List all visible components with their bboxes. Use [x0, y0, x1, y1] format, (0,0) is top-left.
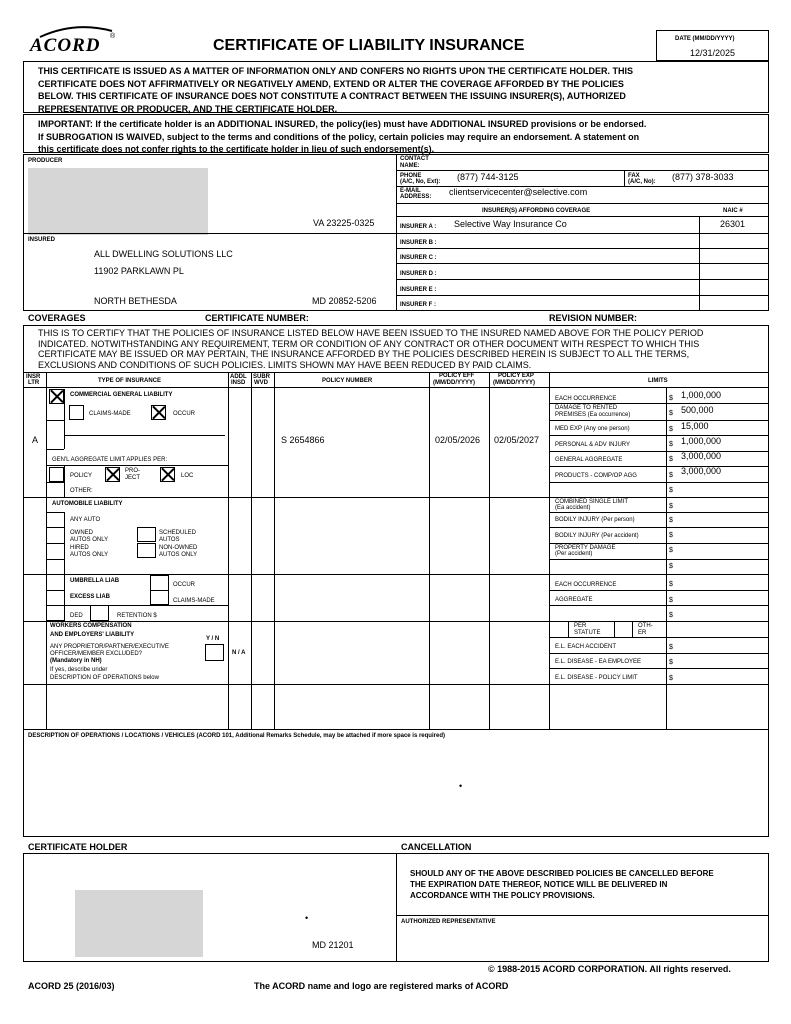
- producer-state-zip: VA 23225-0325: [313, 218, 375, 228]
- wc-question: DESCRIPTION OF OPERATIONS below: [50, 675, 159, 681]
- insurers-header: INSURER(S) AFFORDING COVERAGE: [482, 208, 591, 214]
- any-auto-label: ANY AUTO: [70, 517, 101, 523]
- na-label: N / A: [232, 650, 246, 656]
- umbrella-aggregate-label: AGGREGATE: [555, 597, 593, 603]
- policy-label: POLICY: [70, 473, 93, 479]
- insurer-b-label: INSURER B :: [400, 240, 437, 246]
- csl-label: (Ea accident): [555, 505, 591, 511]
- insured-state-zip: MD 20852-5206: [312, 296, 377, 306]
- holder-dot: •: [305, 913, 309, 923]
- property-damage-label: (Per accident): [555, 551, 593, 557]
- coverages-line: CERTIFICATE MAY BE ISSUED OR MAY PERTAIN, THE INSURANCE AFFORDED BY THE POLICIES DESCRIBED HEREIN IS SUBJECT TO ALL THE TERMS,: [38, 349, 690, 359]
- dollar-sign: $: [669, 503, 673, 510]
- coverages-line: INDICATED. NOTWITHSTANDING ANY REQUIREMENT, TERM OR CONDITION OF ANY CONTRACT OR OTHER DOCUMENT WITH RESPECT TO WHICH THIS: [38, 338, 700, 349]
- loc-checkbox[interactable]: [160, 467, 175, 482]
- csl-label: COMBINED SINGLE LIMIT: [555, 499, 629, 505]
- certificate-holder-label: CERTIFICATE HOLDER: [28, 842, 128, 852]
- dollar-sign: $: [669, 532, 673, 539]
- bi-person-label: BODILY INJURY (Per person): [555, 517, 635, 523]
- each-occurrence-label: EACH OCCURRENCE: [555, 396, 617, 402]
- umbrella-occur-label: OCCUR: [173, 582, 195, 588]
- date-label: DATE (MM/DD/YYYY): [675, 36, 735, 42]
- insurer-a-name: Selective Way Insurance Co: [454, 219, 567, 229]
- coverages-table: [23, 325, 769, 837]
- insurer-a-label: INSURER A :: [400, 224, 437, 230]
- addl-header: ADDL: [230, 374, 247, 380]
- cancellation-text: [410, 868, 714, 901]
- nonowned-autos-checkbox[interactable]: [137, 543, 156, 558]
- products-label: PRODUCTS - COMP/OP AGG: [555, 473, 637, 479]
- cancellation-label: CANCELLATION: [401, 842, 472, 852]
- wc-question: OFFICER/MEMBER EXCLUDED?: [50, 651, 143, 657]
- policy-checkbox[interactable]: [49, 467, 64, 482]
- policy-eff-header: POLICY EFF: [439, 373, 475, 379]
- dollar-sign: $: [669, 395, 673, 402]
- important-line: If SUBROGATION IS WAIVED, subject to the terms and conditions of the policy, certain policies may require an endorsement. A statement on: [38, 131, 640, 142]
- auto-title: AUTOMOBILE LIABILITY: [52, 501, 123, 507]
- gl-eff-date: 02/05/2026: [435, 435, 481, 445]
- dollar-sign: $: [669, 472, 673, 479]
- date-value: 12/31/2025: [690, 48, 736, 58]
- retention-checkbox[interactable]: [90, 605, 109, 621]
- phone-label: (A/C, No, Ext):: [400, 179, 441, 185]
- dollar-sign: $: [669, 426, 673, 433]
- claims-made-label: CLAIMS-MADE: [89, 411, 131, 417]
- insured-label: INSURED: [28, 237, 56, 243]
- med-exp-value: 15,000: [681, 421, 709, 431]
- loc-label: LOC: [181, 473, 194, 479]
- policy-number-header: POLICY NUMBER: [322, 378, 373, 384]
- products-value: 3,000,000: [681, 466, 722, 476]
- email-label: ADDRESS:: [400, 194, 432, 200]
- notice-text: [38, 65, 633, 115]
- holder-state-zip: MD 21201: [312, 940, 354, 950]
- damage-rented-label: DAMAGE TO RENTED: [555, 405, 618, 411]
- scheduled-autos-checkbox[interactable]: [137, 527, 156, 542]
- wc-question: (Mandatory in NH): [50, 658, 102, 664]
- el-policy-limit-label: E.L. DISEASE - POLICY LIMIT: [555, 675, 638, 681]
- umbrella-label: UMBRELLA LIAB: [70, 578, 120, 584]
- dollar-sign: $: [669, 644, 673, 651]
- dollar-sign: $: [669, 581, 673, 588]
- nonowned-autos-label: NON-OWNED: [159, 545, 198, 551]
- gen-agg-applies: GEN'L AGGREGATE LIMIT APPLIES PER:: [52, 457, 168, 463]
- insurer-a-naic: 26301: [720, 219, 746, 229]
- personal-adv-value: 1,000,000: [681, 436, 722, 446]
- important-box: [23, 114, 769, 153]
- other-label: OTHER:: [70, 488, 93, 494]
- general-aggregate-label: GENERAL AGGREGATE: [555, 457, 623, 463]
- insr-header: INSR: [26, 374, 41, 380]
- project-label: PRO-: [125, 468, 140, 474]
- subr-header: SUBR: [253, 374, 271, 380]
- project-label: JECT: [125, 475, 140, 481]
- owned-autos-label: OWNED: [70, 530, 93, 536]
- notice-line: THIS CERTIFICATE IS ISSUED AS A MATTER OF INFORMATION ONLY AND CONFERS NO RIGHTS UPON THE CERTIFICATE HOLDER. THIS: [38, 66, 634, 76]
- insured-city: NORTH BETHESDA: [94, 296, 177, 306]
- contact-name-label: CONTACT: [400, 156, 429, 162]
- coverages-paragraph: [38, 328, 703, 370]
- gl-insurer-letter: A: [32, 435, 39, 445]
- umbrella-claims-label: CLAIMS-MADE: [173, 598, 215, 604]
- ded-label: DED: [70, 613, 83, 619]
- wc-excluded-checkbox[interactable]: [205, 644, 224, 661]
- other-er-label: ER: [638, 630, 647, 636]
- insurer-e-label: INSURER E :: [400, 287, 437, 293]
- insured-name: ALL DWELLING SOLUTIONS LLC: [94, 249, 233, 259]
- ded-checkbox[interactable]: [46, 605, 65, 621]
- producer-redacted: [28, 168, 208, 235]
- dollar-sign: $: [669, 563, 673, 570]
- damage-rented-value: 500,000: [681, 405, 714, 415]
- cancellation-line: SHOULD ANY OF THE ABOVE DESCRIBED POLICIES BE CANCELLED BEFORE: [410, 869, 714, 878]
- occur-checkbox[interactable]: [151, 405, 166, 420]
- cancellation-line: THE EXPIRATION DATE THEREOF, NOTICE WILL BE DELIVERED IN: [410, 880, 668, 889]
- occur-label: OCCUR: [173, 411, 195, 417]
- wc-title: WORKERS COMPENSATION: [50, 623, 132, 629]
- notice-line: CERTIFICATE DOES NOT AFFIRMATIVELY OR NEGATIVELY AMEND, EXTEND OR ALTER THE COVERAGE AFFORDED BY THE POLICIES: [38, 78, 624, 89]
- nonowned-autos-label: AUTOS ONLY: [159, 552, 198, 558]
- coverages-line: EXCLUSIONS AND CONDITIONS OF SUCH POLICIES. LIMITS SHOWN MAY HAVE BEEN REDUCED BY PAID CLAIMS.: [38, 359, 532, 370]
- policy-exp-header: POLICY EXP: [498, 373, 534, 379]
- insurer-d-label: INSURER D :: [400, 271, 437, 277]
- dollar-sign: $: [669, 675, 673, 682]
- gl-policy-number: S 2654866: [281, 435, 325, 445]
- description-dot: •: [459, 781, 463, 791]
- dollar-sign: $: [669, 441, 673, 448]
- copyright: © 1988-2015 ACORD CORPORATION. All rights reserved.: [488, 964, 731, 974]
- limits-header: LIMITS: [648, 378, 668, 384]
- fax-label: (A/C, No):: [628, 179, 656, 185]
- coverages-line: THIS IS TO CERTIFY THAT THE POLICIES OF INSURANCE LISTED BELOW HAVE BEEN ISSUED TO THE INSURED NAMED ABOVE FOR THE POLICY PERIOD: [38, 328, 704, 338]
- coverages-label: COVERAGES: [28, 313, 86, 323]
- per-statute-label: STATUTE: [574, 630, 601, 636]
- med-exp-label: MED EXP (Any one person): [555, 426, 630, 432]
- fax-label: FAX: [628, 173, 640, 179]
- dollar-sign: $: [669, 487, 673, 494]
- holder-redacted: [75, 890, 203, 957]
- description-label: DESCRIPTION OF OPERATIONS / LOCATIONS / VEHICLES (ACORD 101, Additional Remarks Schedule, may be attached if more space is required): [28, 733, 445, 739]
- email-value: clientservicecenter@selective.com: [449, 187, 588, 197]
- el-each-accident-label: E.L. EACH ACCIDENT: [555, 644, 617, 650]
- excess-label: EXCESS LIAB: [70, 594, 111, 600]
- el-employee-label: E.L. DISEASE - EA EMPLOYEE: [555, 659, 642, 665]
- scheduled-autos-label: SCHEDULED: [159, 530, 197, 536]
- dollar-sign: $: [669, 597, 673, 604]
- certificate-number-label: CERTIFICATE NUMBER:: [205, 313, 309, 323]
- insr-header: LTR: [28, 380, 40, 386]
- damage-rented-label: PREMISES (Ea occurrence): [555, 412, 631, 418]
- project-checkbox[interactable]: [105, 467, 120, 482]
- form-number: ACORD 25 (2016/03): [28, 981, 115, 991]
- logo-text: ACORD: [30, 35, 101, 56]
- yn-label: Y / N: [206, 636, 220, 642]
- logo-reg: ®: [110, 33, 116, 40]
- scheduled-autos-label: AUTOS: [159, 537, 180, 543]
- important-line: this certificate does not confer rights to the certificate holder in lieu of such endorsement(s).: [38, 144, 435, 154]
- general-aggregate-value: 3,000,000: [681, 451, 722, 461]
- wc-title: AND EMPLOYERS' LIABILITY: [50, 632, 135, 638]
- dollar-sign: $: [669, 456, 673, 463]
- important-text: [38, 118, 646, 156]
- each-occurrence-value: 1,000,000: [681, 390, 722, 400]
- property-damage-label: PROPERTY DAMAGE: [555, 545, 616, 551]
- hired-autos-label: AUTOS ONLY: [70, 552, 109, 558]
- naic-label: NAIC #: [723, 208, 743, 214]
- notice-line: BELOW. THIS CERTIFICATE OF INSURANCE DOES NOT CONSTITUTE A CONTRACT BETWEEN THE ISSUING INSURER(S), AUTHORIZED: [38, 91, 626, 101]
- subr-header: WVD: [254, 380, 268, 386]
- addl-header: INSD: [231, 380, 246, 386]
- phone-value: (877) 744-3125: [457, 172, 519, 182]
- authorized-rep-label: AUTHORIZED REPRESENTATIVE: [401, 919, 496, 925]
- policy-exp-header: (MM/DD/YYYY): [493, 380, 535, 386]
- hired-autos-label: HIRED: [70, 545, 89, 551]
- owned-autos-label: AUTOS ONLY: [70, 537, 109, 543]
- dollar-sign: $: [669, 410, 673, 417]
- important-line: IMPORTANT: If the certificate holder is an ADDITIONAL INSURED, the policy(ies) must have ADDITIONAL INSURED provisions or be endorsed.: [38, 119, 647, 129]
- gl-title: COMMERCIAL GENERAL LIABILITY: [70, 392, 173, 398]
- insurer-c-label: INSURER C :: [400, 255, 437, 261]
- email-label: E-MAIL: [400, 188, 421, 194]
- page-title: CERTIFICATE OF LIABILITY INSURANCE: [213, 37, 525, 54]
- gl-checkbox[interactable]: [49, 389, 64, 404]
- gl-exp-date: 02/05/2027: [494, 435, 540, 445]
- cancellation-line: ACCORDANCE WITH THE POLICY PROVISIONS.: [410, 891, 595, 900]
- type-header: TYPE OF INSURANCE: [98, 378, 162, 384]
- date-box: [656, 30, 769, 61]
- umbrella-each-occ-label: EACH OCCURRENCE: [555, 582, 617, 588]
- producer-label: PRODUCER: [28, 158, 63, 164]
- insured-address: 11902 PARKLAWN PL: [94, 266, 184, 276]
- dollar-sign: $: [669, 547, 673, 554]
- claims-made-checkbox[interactable]: [69, 405, 84, 420]
- dollar-sign: $: [669, 612, 673, 619]
- acord-logo: [30, 31, 120, 57]
- per-statute-label: PER: [574, 623, 587, 629]
- insurer-f-label: INSURER F :: [400, 302, 436, 308]
- dollar-sign: $: [669, 659, 673, 666]
- dollar-sign: $: [669, 517, 673, 524]
- fax-value: (877) 378-3033: [672, 172, 734, 182]
- phone-label: PHONE: [400, 173, 422, 179]
- wc-question: ANY PROPRIETOR/PARTNER/EXECUTIVE: [50, 644, 169, 650]
- notice-box: [23, 61, 769, 113]
- notice-line: REPRESENTATIVE OR PRODUCER, AND THE CERTIFICATE HOLDER.: [38, 103, 338, 114]
- registered-marks: The ACORD name and logo are registered marks of ACORD: [254, 981, 509, 991]
- other-er-label: OTH-: [638, 623, 653, 629]
- retention-label: RETENTION $: [117, 613, 157, 619]
- personal-adv-label: PERSONAL & ADV INJURY: [555, 442, 631, 448]
- bi-accident-label: BODILY INJURY (Per accident): [555, 533, 639, 539]
- wc-question: If yes, describe under: [50, 667, 108, 673]
- revision-number-label: REVISION NUMBER:: [549, 313, 638, 323]
- contact-name-label: NAME:: [400, 163, 420, 169]
- policy-eff-header: (MM/DD/YYYY): [433, 380, 475, 386]
